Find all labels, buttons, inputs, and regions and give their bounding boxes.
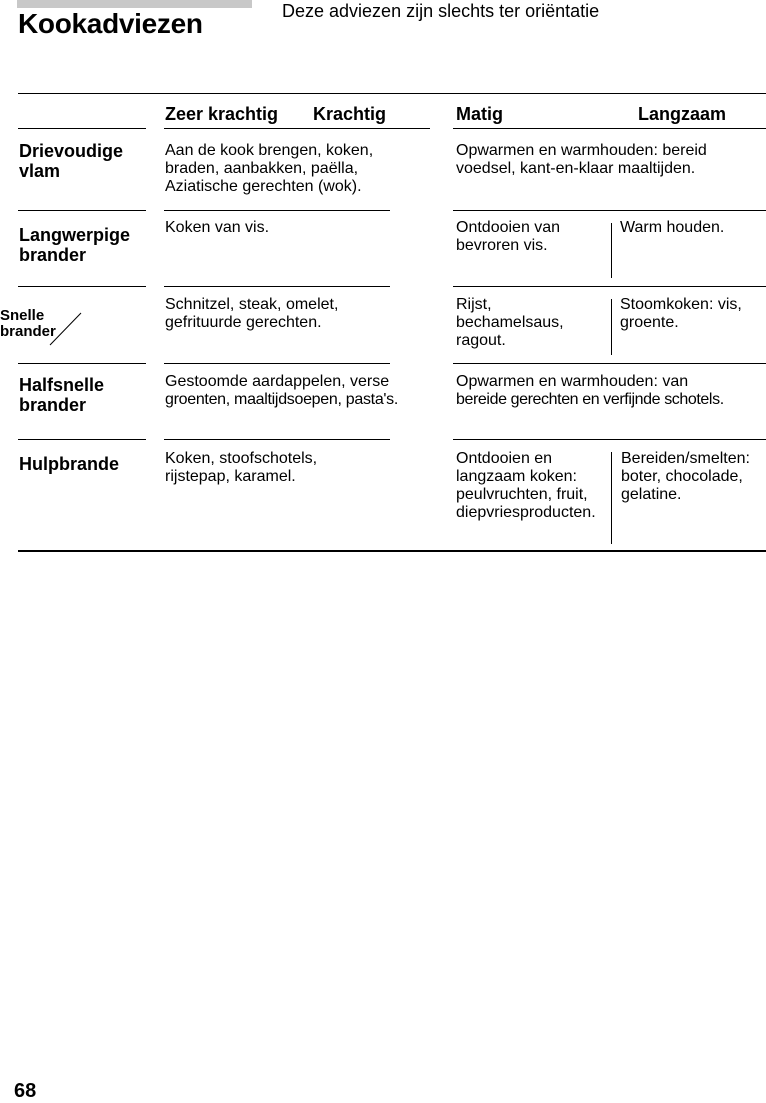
cell-strong: Gestoomde aardappelen, verse groenten, maaltijdsoepen, pasta's. (165, 373, 399, 408)
cell-strong: Koken van vis. (165, 219, 270, 236)
cell-divider (611, 223, 612, 278)
page-subtitle: Deze adviezen zijn slechts ter oriëntatie (282, 1, 600, 21)
cell-divider (611, 299, 612, 355)
cell-divider (611, 452, 612, 544)
column-header-krachtig: Krachtig (313, 104, 387, 124)
column-header-matig: Matig (456, 104, 503, 124)
page-title: Kookadviezen (18, 8, 203, 39)
header-separator (453, 128, 766, 129)
cell-strong: Aan de kook brengen, koken, braden, aanbakken, paëlla, Aziatische gerechten (wok). (165, 142, 374, 195)
cell-slow: Bereiden/smelten: boter, chocolade, gelatine. (621, 450, 750, 503)
column-header-langzaam: Langzaam (638, 104, 727, 124)
row-label-snelle-brander: Snelle brander (0, 307, 56, 340)
row-separator (453, 363, 766, 364)
table-bottom-border (18, 550, 766, 552)
row-separator (18, 439, 146, 440)
header-separator (18, 128, 146, 129)
cell-moderate: Ontdooien van bevroren vis. (456, 219, 561, 254)
row-label-drievoudige-vlam: Drievoudige vlam (19, 141, 124, 181)
row-separator (18, 363, 146, 364)
page-number: 68 (14, 1080, 37, 1102)
row-separator (18, 286, 146, 287)
row-separator (453, 210, 766, 211)
row-separator (18, 210, 146, 211)
row-label-halfsnelle-brander: Halfsnelle brander (19, 375, 105, 415)
row-separator (164, 286, 390, 287)
row-separator (164, 210, 390, 211)
cell-moderate: Opwarmen en warmhouden: bereid voedsel, kant-en-klaar maaltijden. (456, 142, 707, 177)
header-bar (17, 0, 252, 8)
header-separator (164, 128, 430, 129)
row-separator (164, 363, 390, 364)
row-label-hulpbrande: Hulpbrande (19, 454, 120, 474)
row-separator (164, 439, 390, 440)
cell-slow: Warm houden. (620, 219, 725, 236)
row-label-langwerpige-brander: Langwerpige brander (19, 225, 131, 265)
cell-slow: Stoomkoken: vis, groente. (620, 296, 742, 331)
table-top-border (18, 93, 766, 94)
cell-strong: Koken, stoofschotels, rijstepap, karamel. (165, 450, 318, 485)
cell-moderate: Rijst, bechamelsaus, ragout. (456, 296, 564, 349)
slash-mark (48, 310, 84, 348)
cell-moderate: Opwarmen en warmhouden: van bereide gerechten en verfijnde schotels. (456, 373, 724, 408)
row-separator (453, 286, 766, 287)
row-separator (453, 439, 766, 440)
cell-moderate: Ontdooien en langzaam koken: peulvruchten, fruit, diepvriesproducten. (456, 450, 596, 521)
column-header-zeer-krachtig: Zeer krachtig (165, 104, 279, 124)
cell-strong: Schnitzel, steak, omelet, gefrituurde gerechten. (165, 296, 339, 331)
